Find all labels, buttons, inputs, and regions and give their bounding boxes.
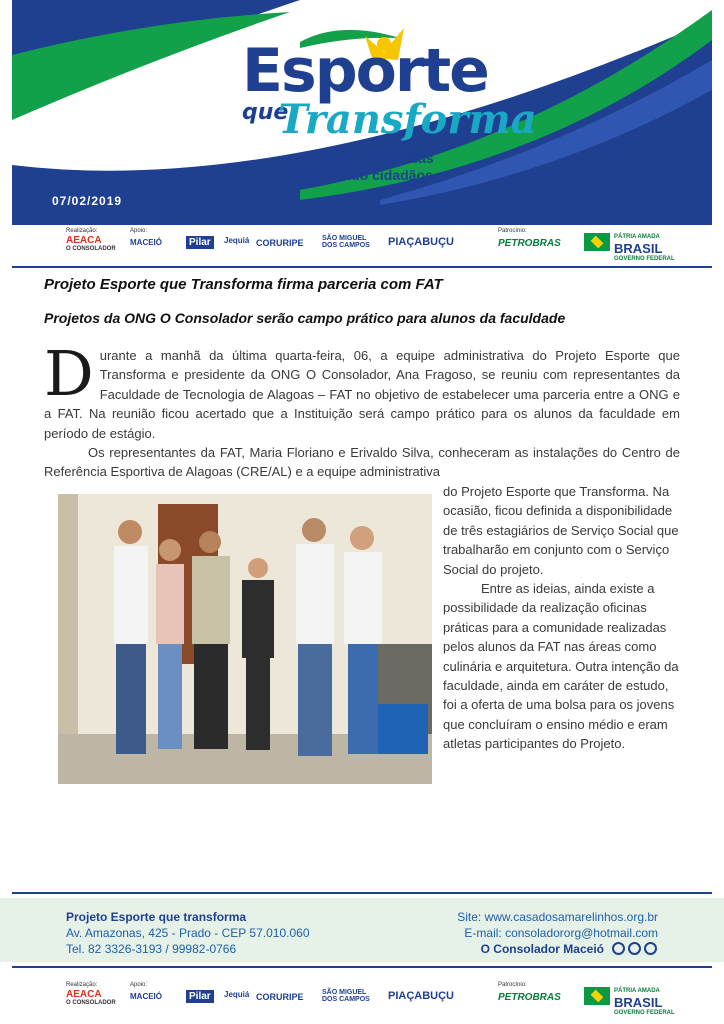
article-title: Projeto Esporte que Transforma firma parceria com FAT [44, 276, 443, 293]
paragraph-1-text: urante a manhã da última quarta-feira, 06, a equipe administrativa do Projeto Esporte que Transforma e presidente da ONG O Consolador, Ana Fragoso, se reuniu com representantes da Faculdade de Tecnologia de Alagoas – FAT no objetivo de estabelecer uma parceria entre a ONG e a FAT. Na reunião ficou acertado que a Instituição será campo prático para os alunos da faculdade em período de estágio. [44, 348, 680, 441]
patria-text: PÁTRIA AMADA [614, 988, 660, 994]
article-paragraph-1 [44, 337, 680, 443]
label-apoio: Apoio: [130, 228, 148, 234]
piacabucu-logo: PIAÇABUÇU [388, 990, 454, 1002]
footer-brand: O Consolador Maceió [480, 942, 604, 956]
patria-text: PÁTRIA AMADA [614, 234, 660, 240]
brazil-flag-icon [584, 987, 610, 1005]
divider-top [12, 266, 712, 268]
logo-transforma: Transforma [278, 96, 537, 143]
team-photo-illustration [58, 494, 432, 784]
saomiguel-logo: SÃO MIGUEL DOS CAMPOS [322, 235, 370, 249]
logo-esporte: Esporte [242, 36, 488, 106]
label-realizacao: Realização: [66, 228, 98, 234]
petrobras-logo: PETROBRAS [498, 238, 561, 249]
consolador-text: O CONSOLADOR [66, 246, 116, 252]
divider-footer-bottom [12, 966, 712, 968]
label-patrocinio: Patrocínio: [498, 228, 527, 234]
coruripe-logo: CORURIPE [256, 992, 304, 1002]
jequia-logo: Jequiá [224, 990, 250, 999]
brasil-text: BRASIL [614, 995, 663, 1010]
dropcap: D [44, 337, 94, 410]
pilar-logo: Pilar [186, 990, 214, 1003]
header-date: 07/02/2019 [52, 194, 123, 208]
footer-email[interactable]: E-mail: consoladororg@hotmail.com [464, 926, 658, 940]
maceio-logo: MACEIÓ [130, 238, 162, 247]
tagline-line2: e formando cidadãos. [292, 167, 437, 183]
brasil-logo [614, 986, 675, 1019]
label-patrocinio: Patrocínio: [498, 982, 527, 988]
divider-footer-top [12, 892, 712, 894]
logo-que: que [242, 100, 289, 125]
aeaca-text: AEACA [66, 989, 102, 1000]
paragraph-3a-text: do Projeto Esporte que Transforma. Na ocasião, ficou definida a disponibilidade de três estagiários de Serviço Social que trabalharão em conjunto com o Serviço Social do projeto. [443, 484, 679, 577]
brasil-logo [614, 232, 675, 265]
piacabucu-logo: PIAÇABUÇU [388, 236, 454, 248]
pilar-logo: Pilar [186, 236, 214, 249]
brazil-flag-icon [584, 233, 610, 251]
label-apoio: Apoio: [130, 982, 148, 988]
sponsor-strip-bottom [0, 980, 724, 1020]
paragraph-3b-text: Entre as ideias, ainda existe a possibilidade da realização oficinas práticas para a comunidade realizadas pelos alunos da FAT nas áreas como culinária e arquitetura. Outra intenção da faculdade, ainda em caráter de estudo, foi a oferta de uma bolsa para os jovens que concluíram o ensino médio e eram atletas participantes do Projeto. [443, 581, 679, 752]
governo-text: GOVERNO FEDERAL [614, 256, 675, 262]
article-subtitle: Projetos da ONG O Consolador serão campo prático para alunos da faculdade [44, 310, 566, 326]
consolador-text: O CONSOLADOR [66, 1000, 116, 1006]
maceio-logo: MACEIÓ [130, 992, 162, 1001]
label-realizacao: Realização: [66, 982, 98, 988]
saomiguel-logo: SÃO MIGUEL DOS CAMPOS [322, 989, 370, 1003]
aeaca-logo [66, 990, 116, 1008]
aeaca-text: AEACA [66, 235, 102, 246]
tagline-line1: Transformando vidas [292, 150, 434, 166]
tagline [292, 150, 437, 184]
facebook-icon[interactable] [628, 942, 641, 955]
sponsor-strip-top [0, 226, 724, 266]
instagram-icon[interactable] [612, 942, 625, 955]
article-paragraph-3 [443, 482, 681, 754]
petrobras-logo: PETROBRAS [498, 992, 561, 1003]
header-banner [0, 0, 724, 225]
coruripe-logo: CORURIPE [256, 238, 304, 248]
governo-text: GOVERNO FEDERAL [614, 1010, 675, 1016]
footer-site[interactable]: Site: www.casadosamarelinhos.org.br [457, 910, 658, 924]
article-paragraph-2: Os representantes da FAT, Maria Floriano e Erivaldo Silva, conheceram as instalações do Centro de Referência Esportiva de Alagoas (CRE/AL) e a equipe administrativa [44, 445, 680, 480]
team-photo [58, 494, 432, 784]
aeaca-logo [66, 236, 116, 254]
brasil-text: BRASIL [614, 241, 663, 256]
footer-phone: Tel. 82 3326-3193 / 99982-0766 [66, 942, 237, 956]
jequia-logo: Jequiá [224, 236, 250, 245]
twitter-icon[interactable] [644, 942, 657, 955]
footer-address: Av. Amazonas, 425 - Prado - CEP 57.010.060 [66, 926, 310, 940]
footer-project-name: Projeto Esporte que transforma [66, 910, 247, 924]
